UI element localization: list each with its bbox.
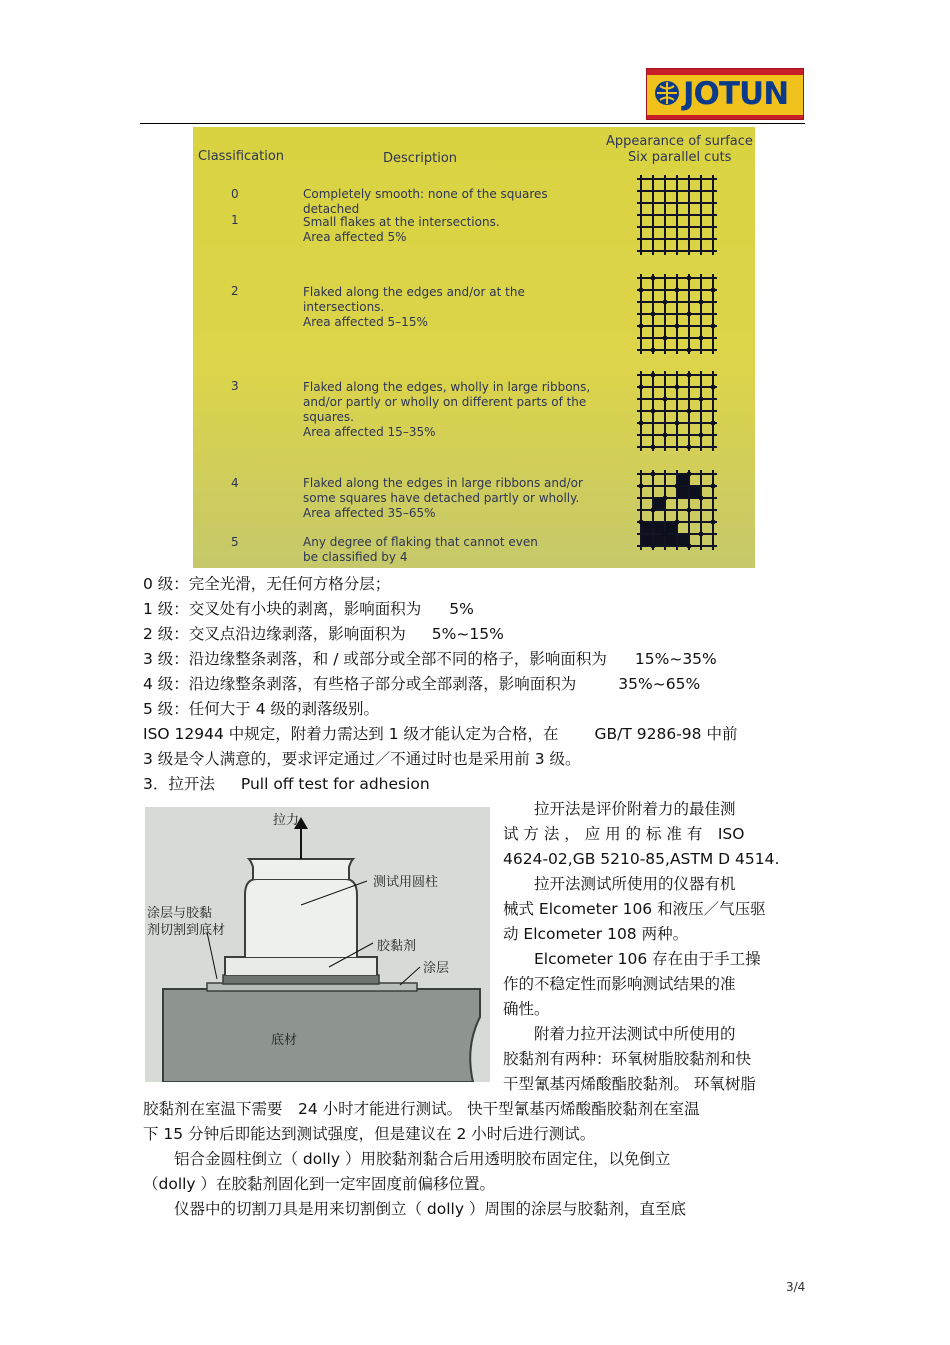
right-line-3: 拉开法测试所使用的仪器有机	[503, 875, 736, 893]
flake-dot	[651, 312, 656, 317]
flaked-cell	[653, 534, 665, 546]
right-line-11: 干型氰基丙烯酸酯胶黏剂。 环氧树脂	[503, 1075, 756, 1093]
class-1: 1	[231, 213, 239, 227]
class-2: 2	[231, 284, 239, 298]
desc-line: Flaked along the edges, wholly in large ribbons,	[303, 380, 591, 394]
flaked-cell	[653, 498, 665, 510]
right-line-8: 确性。	[503, 1000, 550, 1018]
desc-line: and/or partly or wholly on different parts of the	[303, 395, 587, 409]
label-pull: 拉力	[273, 813, 300, 828]
header-six-cuts: Six parallel cuts	[628, 150, 732, 165]
flaked-cell	[641, 522, 653, 534]
flake-dot	[651, 445, 656, 450]
header-description: Description	[383, 151, 458, 166]
desc-2	[303, 285, 603, 330]
crosshatch-grid-4	[637, 470, 717, 550]
desc-line: Any degree of flaking that cannot even	[303, 535, 538, 549]
flake-dot	[687, 312, 692, 317]
flake-dot	[663, 336, 668, 341]
flake-dot	[651, 373, 656, 378]
desc-line: squares.	[303, 410, 354, 424]
flake-dot	[663, 433, 668, 438]
class-5: 5	[231, 535, 239, 549]
section-heading: 3．拉开法 Pull off test for adhesion	[143, 775, 430, 793]
flaked-cell	[677, 486, 689, 498]
desc-line: Area affected 15–35%	[303, 425, 436, 439]
flake-dot	[687, 508, 692, 513]
body-line-0: 胶黏剂在室温下需要 24 小时才能进行测试。 快干型氰基丙烯酸酯胶黏剂在室温	[143, 1100, 700, 1118]
flake-dot	[687, 373, 692, 378]
desc-line: Small flakes at the intersections.	[303, 215, 500, 229]
logo-text: JOTUN	[683, 76, 789, 112]
flake-dot	[699, 300, 704, 305]
grade-1-text: 1 级：交叉处有小块的剥离，影响面积为 5%	[143, 600, 474, 618]
flake-dot	[651, 409, 656, 414]
flake-dot	[639, 324, 644, 329]
flake-dot	[675, 520, 680, 525]
flake-dot	[711, 324, 716, 329]
flaked-cell	[689, 486, 701, 498]
desc-1	[303, 215, 603, 245]
desc-line: intersections.	[303, 300, 385, 314]
flake-dot	[675, 484, 680, 489]
dolly-illustration	[145, 807, 490, 1082]
right-line-10: 胶黏剂有两种：环氧树脂胶黏剂和快	[503, 1050, 752, 1068]
label-glue: 胶黏剂	[377, 939, 417, 954]
flake-dot	[651, 276, 656, 281]
desc-line: Area affected 5–15%	[303, 315, 428, 329]
flaked-cell	[677, 474, 689, 486]
flake-dot	[687, 276, 692, 281]
crosshatch-grid-3	[637, 371, 717, 451]
desc-line: Area affected 35–65%	[303, 506, 436, 520]
desc-5	[303, 535, 603, 565]
label-dolly: 测试用圆柱	[373, 875, 439, 890]
flake-dot	[699, 397, 704, 402]
desc-line: Completely smooth: none of the squares detached	[303, 187, 548, 216]
flake-dot	[699, 433, 704, 438]
flake-dot	[711, 484, 716, 489]
grade-5-text: 5 级：任何大于 4 级的剥落级别。	[143, 700, 380, 718]
grade-0-text: 0 级：完全光滑，无任何方格分层；	[143, 575, 391, 593]
flake-dot	[711, 520, 716, 525]
flake-dot	[687, 544, 692, 549]
flake-dot	[687, 409, 692, 414]
flake-dot	[651, 508, 656, 513]
flaked-cell	[665, 522, 677, 534]
flake-dot	[663, 397, 668, 402]
iso-text-2: 3 级是令人满意的，要求评定通过／不通过时也是采用前 3 级。	[143, 750, 581, 768]
flake-dot	[639, 484, 644, 489]
flake-dot	[639, 385, 644, 390]
iso-text: ISO 12944 中规定，附着力需达到 1 级才能认定为合格，在 GB/T 9286-98 中前	[143, 725, 738, 743]
flake-dot	[675, 385, 680, 390]
right-line-1: 试 方 法 ， 应 用 的 标 准 有 ISO	[503, 825, 745, 843]
body-line-1: 下 15 分钟后即能达到测试强度，但是建议在 2 小时后进行测试。	[143, 1125, 596, 1143]
flaked-cell	[665, 534, 677, 546]
desc-line: Flaked along the edges and/or at the	[303, 285, 525, 299]
flake-dot	[699, 336, 704, 341]
flake-dot	[687, 445, 692, 450]
globe-icon	[653, 79, 681, 107]
desc-line: Flaked along the edges in large ribbons and/or	[303, 476, 583, 490]
class-3: 3	[231, 379, 239, 393]
right-line-4: 械式 Elcometer 106 和液压／气压驱	[503, 900, 766, 918]
flaked-cell	[641, 534, 653, 546]
pull-off-diagram	[145, 807, 490, 1082]
flake-dot	[711, 421, 716, 426]
right-line-7: 作的不稳定性而影响测试结果的准	[503, 975, 736, 993]
classification-table	[193, 127, 755, 568]
right-line-5: 动 Elcometer 108 两种。	[503, 925, 689, 943]
flake-dot	[639, 288, 644, 293]
page-number: 3/4	[786, 1280, 806, 1294]
flake-dot	[663, 532, 668, 537]
desc-line: some squares have detached partly or wholly.	[303, 491, 580, 505]
flake-dot	[699, 496, 704, 501]
body-line-3: （dolly ）在胶黏剂固化到一定牢固度前偏移位置。	[143, 1175, 496, 1193]
desc-3	[303, 380, 603, 440]
label-coating: 涂层	[423, 961, 450, 976]
flake-dot	[687, 348, 692, 353]
right-line-9: 附着力拉开法测试中所使用的	[503, 1025, 736, 1043]
class-4: 4	[231, 476, 239, 490]
flake-dot	[651, 348, 656, 353]
right-line-0: 拉开法是评价附着力的最佳测	[503, 800, 736, 818]
flake-dot	[639, 421, 644, 426]
label-cut: 涂层与胶黏 剂切割到底材	[147, 906, 226, 938]
header-rule	[140, 123, 805, 124]
crosshatch-grid-0	[637, 175, 717, 255]
flake-dot	[663, 300, 668, 305]
desc-0	[303, 187, 603, 217]
flake-dot	[663, 496, 668, 501]
desc-line: Area affected 5%	[303, 230, 407, 244]
flaked-cell	[653, 522, 665, 534]
right-line-2: 4624-02,GB 5210-85,ASTM D 4514.	[503, 850, 780, 868]
desc-line: be classified by 4	[303, 550, 408, 564]
flake-dot	[687, 472, 692, 477]
label-substrate: 底材	[271, 1033, 298, 1048]
grade-3-text: 3 级：沿边缘整条剥落，和 / 或部分或全部不同的格子，影响面积为 15%~35%	[143, 650, 717, 668]
flake-dot	[699, 532, 704, 537]
jotun-logo	[646, 68, 804, 120]
header-appearance: Appearance of surface	[606, 134, 753, 149]
flake-dot	[675, 324, 680, 329]
body-line-2: 铝合金圆柱倒立（ dolly ）用胶黏剂黏合后用透明胶布固定住，以免倒立	[143, 1150, 671, 1168]
flake-dot	[639, 520, 644, 525]
grade-2-text: 2 级：交叉点沿边缘剥落，影响面积为 5%~15%	[143, 625, 504, 643]
grade-4-text: 4 级：沿边缘整条剥落，有些格子部分或全部剥落，影响面积为 35%~65%	[143, 675, 701, 693]
right-line-6: Elcometer 106 存在由于手工操	[503, 950, 761, 968]
flaked-cell	[677, 534, 689, 546]
class-0: 0	[231, 187, 239, 201]
flake-dot	[711, 385, 716, 390]
body-line-4: 仪器中的切割刀具是用来切割倒立（ dolly ）周围的涂层与胶黏剂，直至底	[143, 1200, 686, 1218]
flake-dot	[711, 288, 716, 293]
crosshatch-grid-2	[637, 274, 717, 354]
flake-dot	[675, 421, 680, 426]
desc-4	[303, 476, 603, 521]
header-classification: Classification	[198, 149, 285, 164]
flake-dot	[651, 472, 656, 477]
flake-dot	[651, 544, 656, 549]
flake-dot	[675, 288, 680, 293]
